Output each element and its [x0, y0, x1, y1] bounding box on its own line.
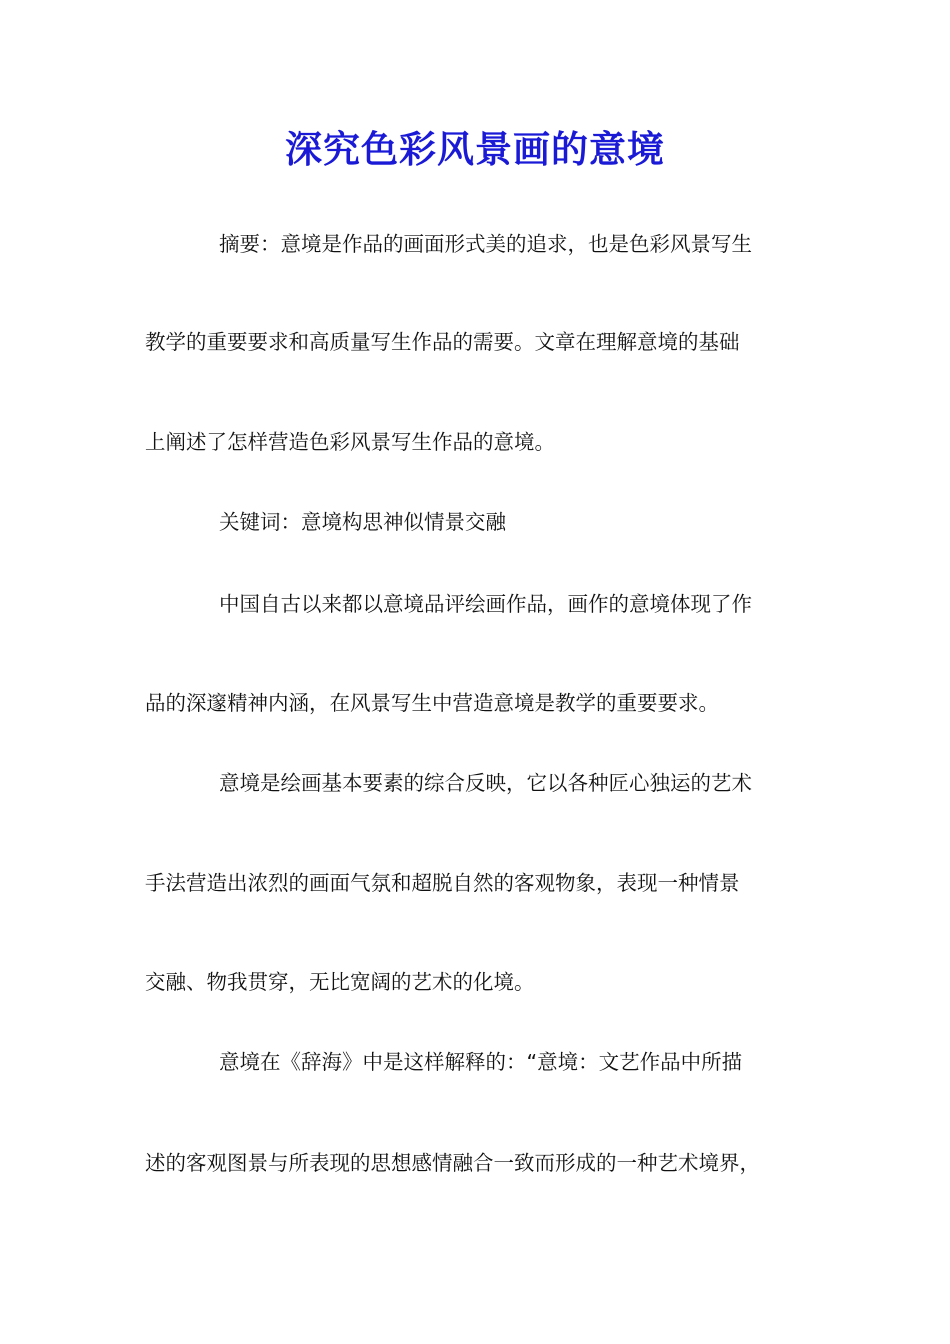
paragraph-1-line-1: 中国自古以来都以意境品评绘画作品，画作的意境体现了作 [219, 592, 752, 616]
paragraph-3-line-2: 述的客观图景与所表现的思想感情融合一致而形成的一种艺术境界， [145, 1151, 760, 1175]
abstract-line-3: 上阐述了怎样营造色彩风景写生作品的意境。 [145, 430, 555, 454]
paragraph-2-line-1: 意境是绘画基本要素的综合反映，它以各种匠心独运的艺术 [219, 771, 752, 795]
abstract-line-2: 教学的重要要求和高质量写生作品的需要。文章在理解意境的基础 [145, 330, 740, 354]
abstract-line-1: 摘要：意境是作品的画面形式美的追求，也是色彩风景写生 [219, 232, 752, 256]
paragraph-2-line-3: 交融、物我贯穿，无比宽阔的艺术的化境。 [145, 970, 535, 994]
keywords-line: 关键词：意境构思神似情景交融 [219, 510, 506, 534]
document-title: 深究色彩风景画的意境 [285, 127, 665, 171]
paragraph-2-line-2: 手法营造出浓烈的画面气氛和超脱自然的客观物象，表现一种情景 [145, 871, 740, 895]
paragraph-3-line-1: 意境在《辞海》中是这样解释的：“意境：文艺作品中所描 [219, 1050, 743, 1074]
paragraph-1-line-2: 品的深邃精神内涵，在风景写生中营造意境是教学的重要要求。 [145, 691, 719, 715]
